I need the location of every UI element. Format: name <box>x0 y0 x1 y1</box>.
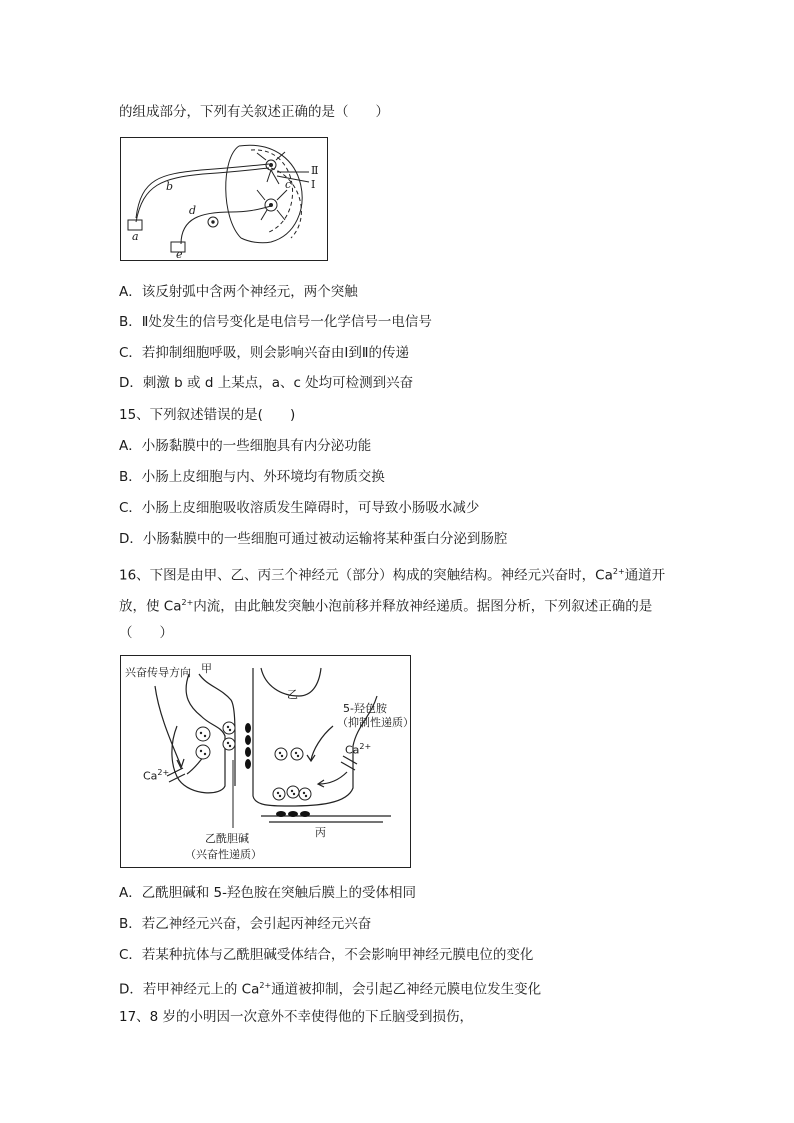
q14-option-a: A．该反射弧中含两个神经元，两个突触 <box>119 284 358 300</box>
q14-option-b: B．Ⅱ处发生的信号变化是电信号一化学信号一电信号 <box>119 314 432 330</box>
neuron-bing-label: 丙 <box>315 826 326 839</box>
label-c: c <box>285 178 292 191</box>
synapse-diagram <box>121 656 410 867</box>
label-b: b <box>166 180 174 193</box>
q14-stem-tail: 的组成部分，下列有关叙述正确的是（ ） <box>119 104 389 120</box>
neuron-jia-label: 甲 <box>201 662 212 675</box>
q16-stem-line1: 16、下图是由甲、乙、丙三个神经元（部分）构成的突触结构。神经元兴奋时，$Ca^{2+}$通道开 <box>119 567 666 584</box>
reflex-arc-diagram <box>121 138 327 260</box>
ach-label-line1: 乙酰胆碱 <box>205 832 249 845</box>
q16-option-d: D．若甲神经元上的 $Ca^{2+}$通道被抑制，会引起乙神经元膜电位发生变化 <box>119 981 542 998</box>
reflex-arc-figure <box>120 137 328 261</box>
q15-stem: 15、下列叙述错误的是( ) <box>119 407 296 423</box>
q15-option-d: D．小肠黏膜中的一些细胞可通过被动运输将某种蛋白分泌到肠腔 <box>119 531 508 547</box>
label-d: d <box>189 204 197 217</box>
serotonin-label-line1: 5-羟色胺 <box>343 702 387 715</box>
ach-label-line2: （兴奋性递质） <box>185 848 262 861</box>
label-a: a <box>132 230 139 243</box>
q15-option-a: A．小肠黏膜中的一些细胞具有内分泌功能 <box>119 438 372 454</box>
q17-stem: 17、8 岁的小明因一次意外不幸使得他的下丘脑受到损伤， <box>119 1009 474 1025</box>
label-i: Ⅰ <box>311 178 316 191</box>
q16-option-a: A．乙酰胆碱和 5-羟色胺在突触后膜上的受体相同 <box>119 885 416 901</box>
direction-label: 兴奋传导方向 <box>125 666 191 679</box>
q16-stem-line2: 放，使 $Ca^{2+}$内流，由此触发突触小泡前移并释放神经递质。据图分析，下列叙述正确的是 <box>119 598 653 615</box>
q15-option-c: C．小肠上皮细胞吸收溶质发生障碍时，可导致小肠吸水减少 <box>119 500 480 516</box>
q14-option-c: C．若抑制细胞呼吸，则会影响兴奋由Ⅰ到Ⅱ的传递 <box>119 345 410 361</box>
neuron-yi-label: 乙 <box>287 688 298 701</box>
serotonin-label-line2: （抑制性递质） <box>337 716 414 729</box>
label-e: e <box>176 248 183 261</box>
synapse-figure <box>120 655 414 868</box>
label-ii: Ⅱ <box>311 164 319 177</box>
ca-left-label: $Ca^{2+}$ <box>143 768 170 783</box>
q15-option-b: B．小肠上皮细胞与内、外环境均有物质交换 <box>119 469 385 485</box>
q16-option-b: B．若乙神经元兴奋，会引起丙神经元兴奋 <box>119 916 372 932</box>
q16-stem-line3: （ ） <box>119 625 173 641</box>
q16-option-c: C．若某种抗体与乙酰胆碱受体结合，不会影响甲神经元膜电位的变化 <box>119 947 534 963</box>
q14-option-d: D．刺激 b 或 d 上某点，a、c 处均可检测到兴奋 <box>119 375 414 391</box>
ca-right-label: $Ca^{2+}$ <box>345 742 372 757</box>
